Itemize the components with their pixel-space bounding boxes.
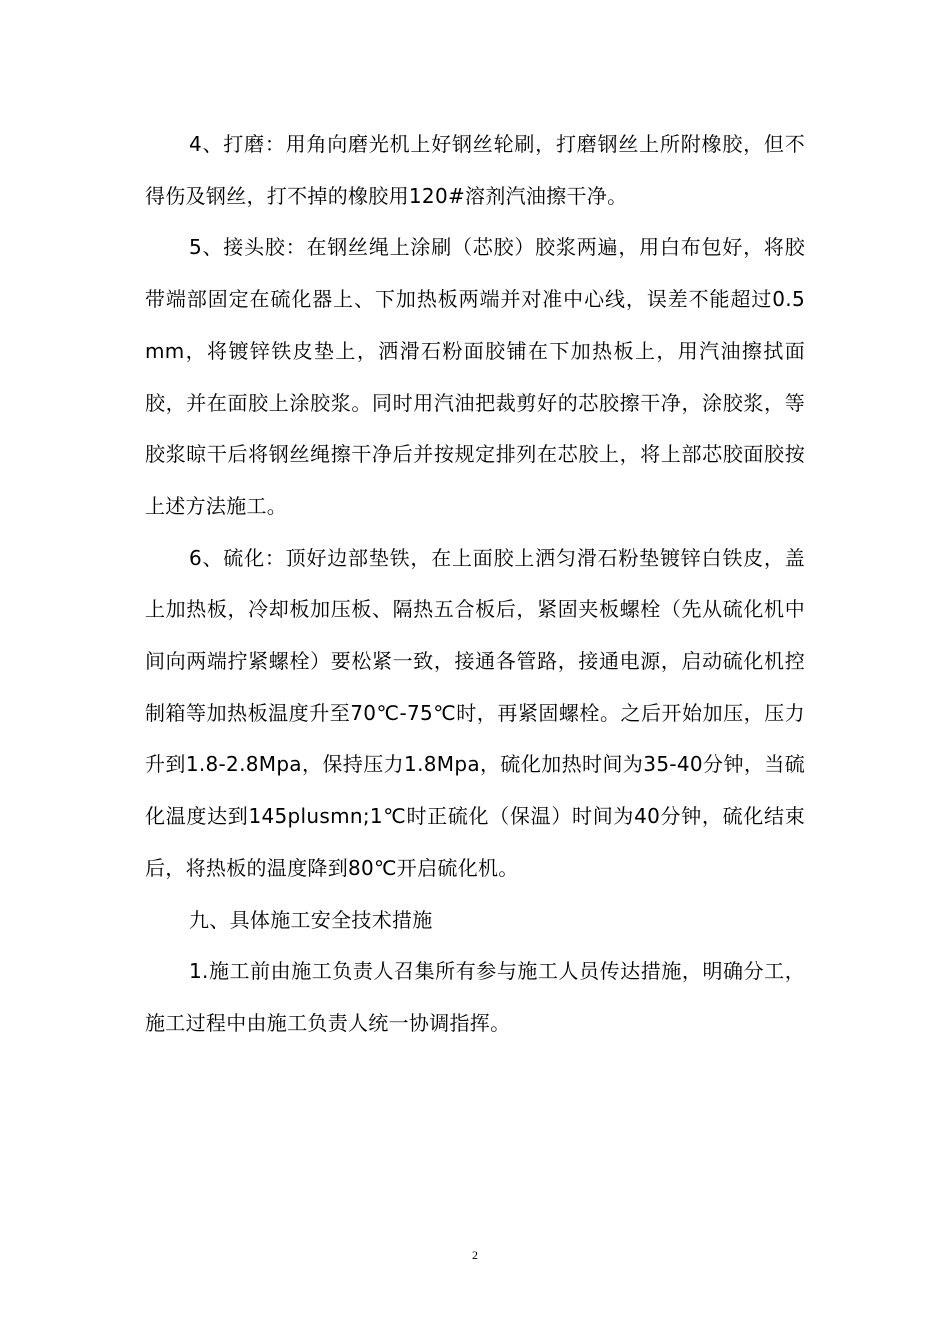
paragraph-joint-glue: 5、接头胶：在钢丝绳上涂刷（芯胶）胶浆两遍，用白布包好，将胶带端部固定在硫化器上、下加热板两端并对准中心线，误差不能超过0.5mm，将镀锌铁皮垫上，洒滑石粉面胶铺在下加热板上，用汽油擦拭面胶，并在面胶上涂胶浆。同时用汽油把裁剪好的芯胶擦干净，涂胶浆，等胶浆晾干后将钢丝绳擦干净后并按规定排列在芯胶上，将上部芯胶面胶按上述方法施工。 [145, 235, 805, 518]
paragraph-safety-item-1: 1.施工前由施工负责人召集所有参与施工人员传达措施，明确分工，施工过程中由施工负责人统一协调指挥。 [145, 959, 805, 1035]
section-heading-safety-measures: 九、具体施工安全技术措施 [189, 907, 433, 932]
page-number: 2 [472, 1248, 478, 1262]
paragraph-vulcanization: 6、硫化：顶好边部垫铁，在上面胶上洒匀滑石粉垫镀锌白铁皮，盖上加热板，冷却板加压板、隔热五合板后，紧固夹板螺栓（先从硫化机中间向两端拧紧螺栓）要松紧一致，接通各管路，接通电源，启动硫化机控制箱等加热板温度升至70℃-75℃时，再紧固螺栓。之后开始加压，压力升到1.8-2.8Mpa，保持压力1.8Mpa，硫化加热时间为35-40分钟，当硫化温度达到145plusmn;1℃时正硫化（保温）时间为40分钟，硫化结束后，将热板的温度降到80℃开启硫化机。 [145, 545, 805, 880]
paragraph-grinding: 4、打磨：用角向磨光机上好钢丝轮刷，打磨钢丝上所附橡胶，但不得伤及钢丝，打不掉的橡胶用120#溶剂汽油擦干净。 [145, 132, 805, 208]
body-text [145, 119, 805, 1050]
